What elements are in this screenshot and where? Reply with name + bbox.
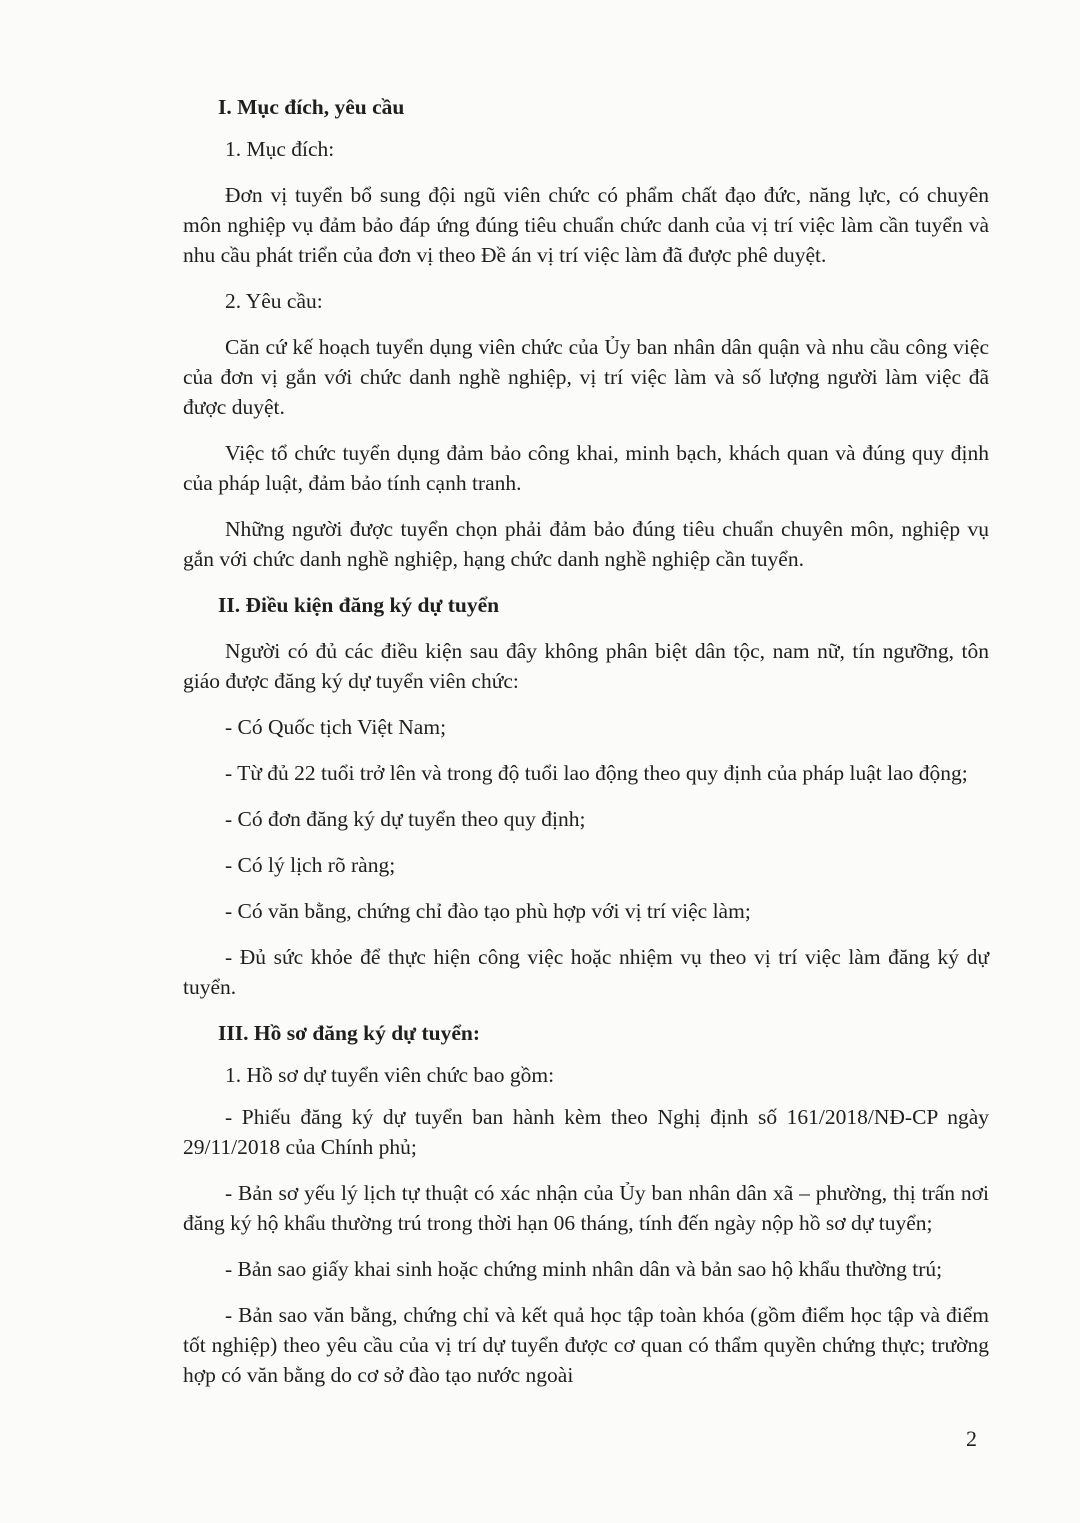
paragraph-requirements-1: Căn cứ kế hoạch tuyển dụng viên chức của Ủy ban nhân dân quận và nhu cầu công việc của đơn vị gắn với chức danh nghề nghiệp, vị trí việc làm và số lượng người làm việc đã được duyệt.: [183, 335, 989, 419]
eligibility-item: - Có Quốc tịch Việt Nam;: [225, 715, 447, 739]
paragraph-purpose: Đơn vị tuyển bổ sung đội ngũ viên chức có phẩm chất đạo đức, năng lực, có chuyên môn nghiệp vụ đảm bảo đáp ứng đúng tiêu chuẩn chức danh của vị trí việc làm cần tuyển và nhu cầu phát triển của đơn vị theo Đề án vị trí việc làm đã được phê duyệt.: [183, 183, 989, 267]
eligibility-item: - Có đơn đăng ký dự tuyển theo quy định;: [225, 807, 586, 831]
paragraph-requirements-2: Việc tổ chức tuyển dụng đảm bảo công khai, minh bạch, khách quan và đúng quy định của pháp luật, đảm bảo tính cạnh tranh.: [183, 441, 989, 495]
eligibility-item: - Có văn bằng, chứng chỉ đào tạo phù hợp với vị trí việc làm;: [225, 899, 751, 923]
eligibility-item: - Từ đủ 22 tuổi trở lên và trong độ tuổi lao động theo quy định của pháp luật lao động;: [225, 761, 968, 785]
subsection-dossier: 1. Hồ sơ dự tuyển viên chức bao gồm:: [225, 1063, 555, 1087]
document-body: [183, 92, 989, 1390]
section-3-heading: III. Hồ sơ đăng ký dự tuyển:: [218, 1021, 480, 1045]
section-1-heading: I. Mục đích, yêu cầu: [218, 95, 405, 119]
paragraph-requirements-3: Những người được tuyển chọn phải đảm bảo đúng tiêu chuẩn chuyên môn, nghiệp vụ gắn với chức danh nghề nghiệp, hạng chức danh nghề nghiệp cần tuyển.: [183, 517, 989, 571]
subsection-purpose: 1. Mục đích:: [225, 137, 335, 161]
dossier-item: - Bản sao văn bằng, chứng chỉ và kết quả học tập toàn khóa (gồm điểm học tập và điểm tốt nghiệp) theo yêu cầu của vị trí dự tuyển được cơ quan có thẩm quyền chứng thực; trường hợp có văn bằng do cơ sở đào tạo nước ngoài: [183, 1303, 989, 1387]
page-number: 2: [966, 1426, 977, 1451]
dossier-item: - Phiếu đăng ký dự tuyển ban hành kèm theo Nghị định số 161/2018/NĐ-CP ngày 29/11/2018 của Chính phủ;: [183, 1105, 989, 1159]
section-2-heading: II. Điều kiện đăng ký dự tuyển: [218, 593, 500, 617]
eligibility-item: - Đủ sức khỏe để thực hiện công việc hoặc nhiệm vụ theo vị trí việc làm đăng ký dự tuyển.: [183, 945, 989, 999]
dossier-item: - Bản sao giấy khai sinh hoặc chứng minh nhân dân và bản sao hộ khẩu thường trú;: [225, 1257, 943, 1281]
subsection-requirements: 2. Yêu cầu:: [225, 289, 323, 313]
dossier-item: - Bản sơ yếu lý lịch tự thuật có xác nhận của Ủy ban nhân dân xã – phường, thị trấn nơi đăng ký hộ khẩu thường trú trong thời hạn 06 tháng, tính đến ngày nộp hồ sơ dự tuyển;: [183, 1181, 989, 1235]
paragraph-eligibility-intro: Người có đủ các điều kiện sau đây không phân biệt dân tộc, nam nữ, tín ngưỡng, tôn giáo được đăng ký dự tuyển viên chức:: [183, 639, 989, 693]
eligibility-item: - Có lý lịch rõ ràng;: [225, 853, 396, 877]
